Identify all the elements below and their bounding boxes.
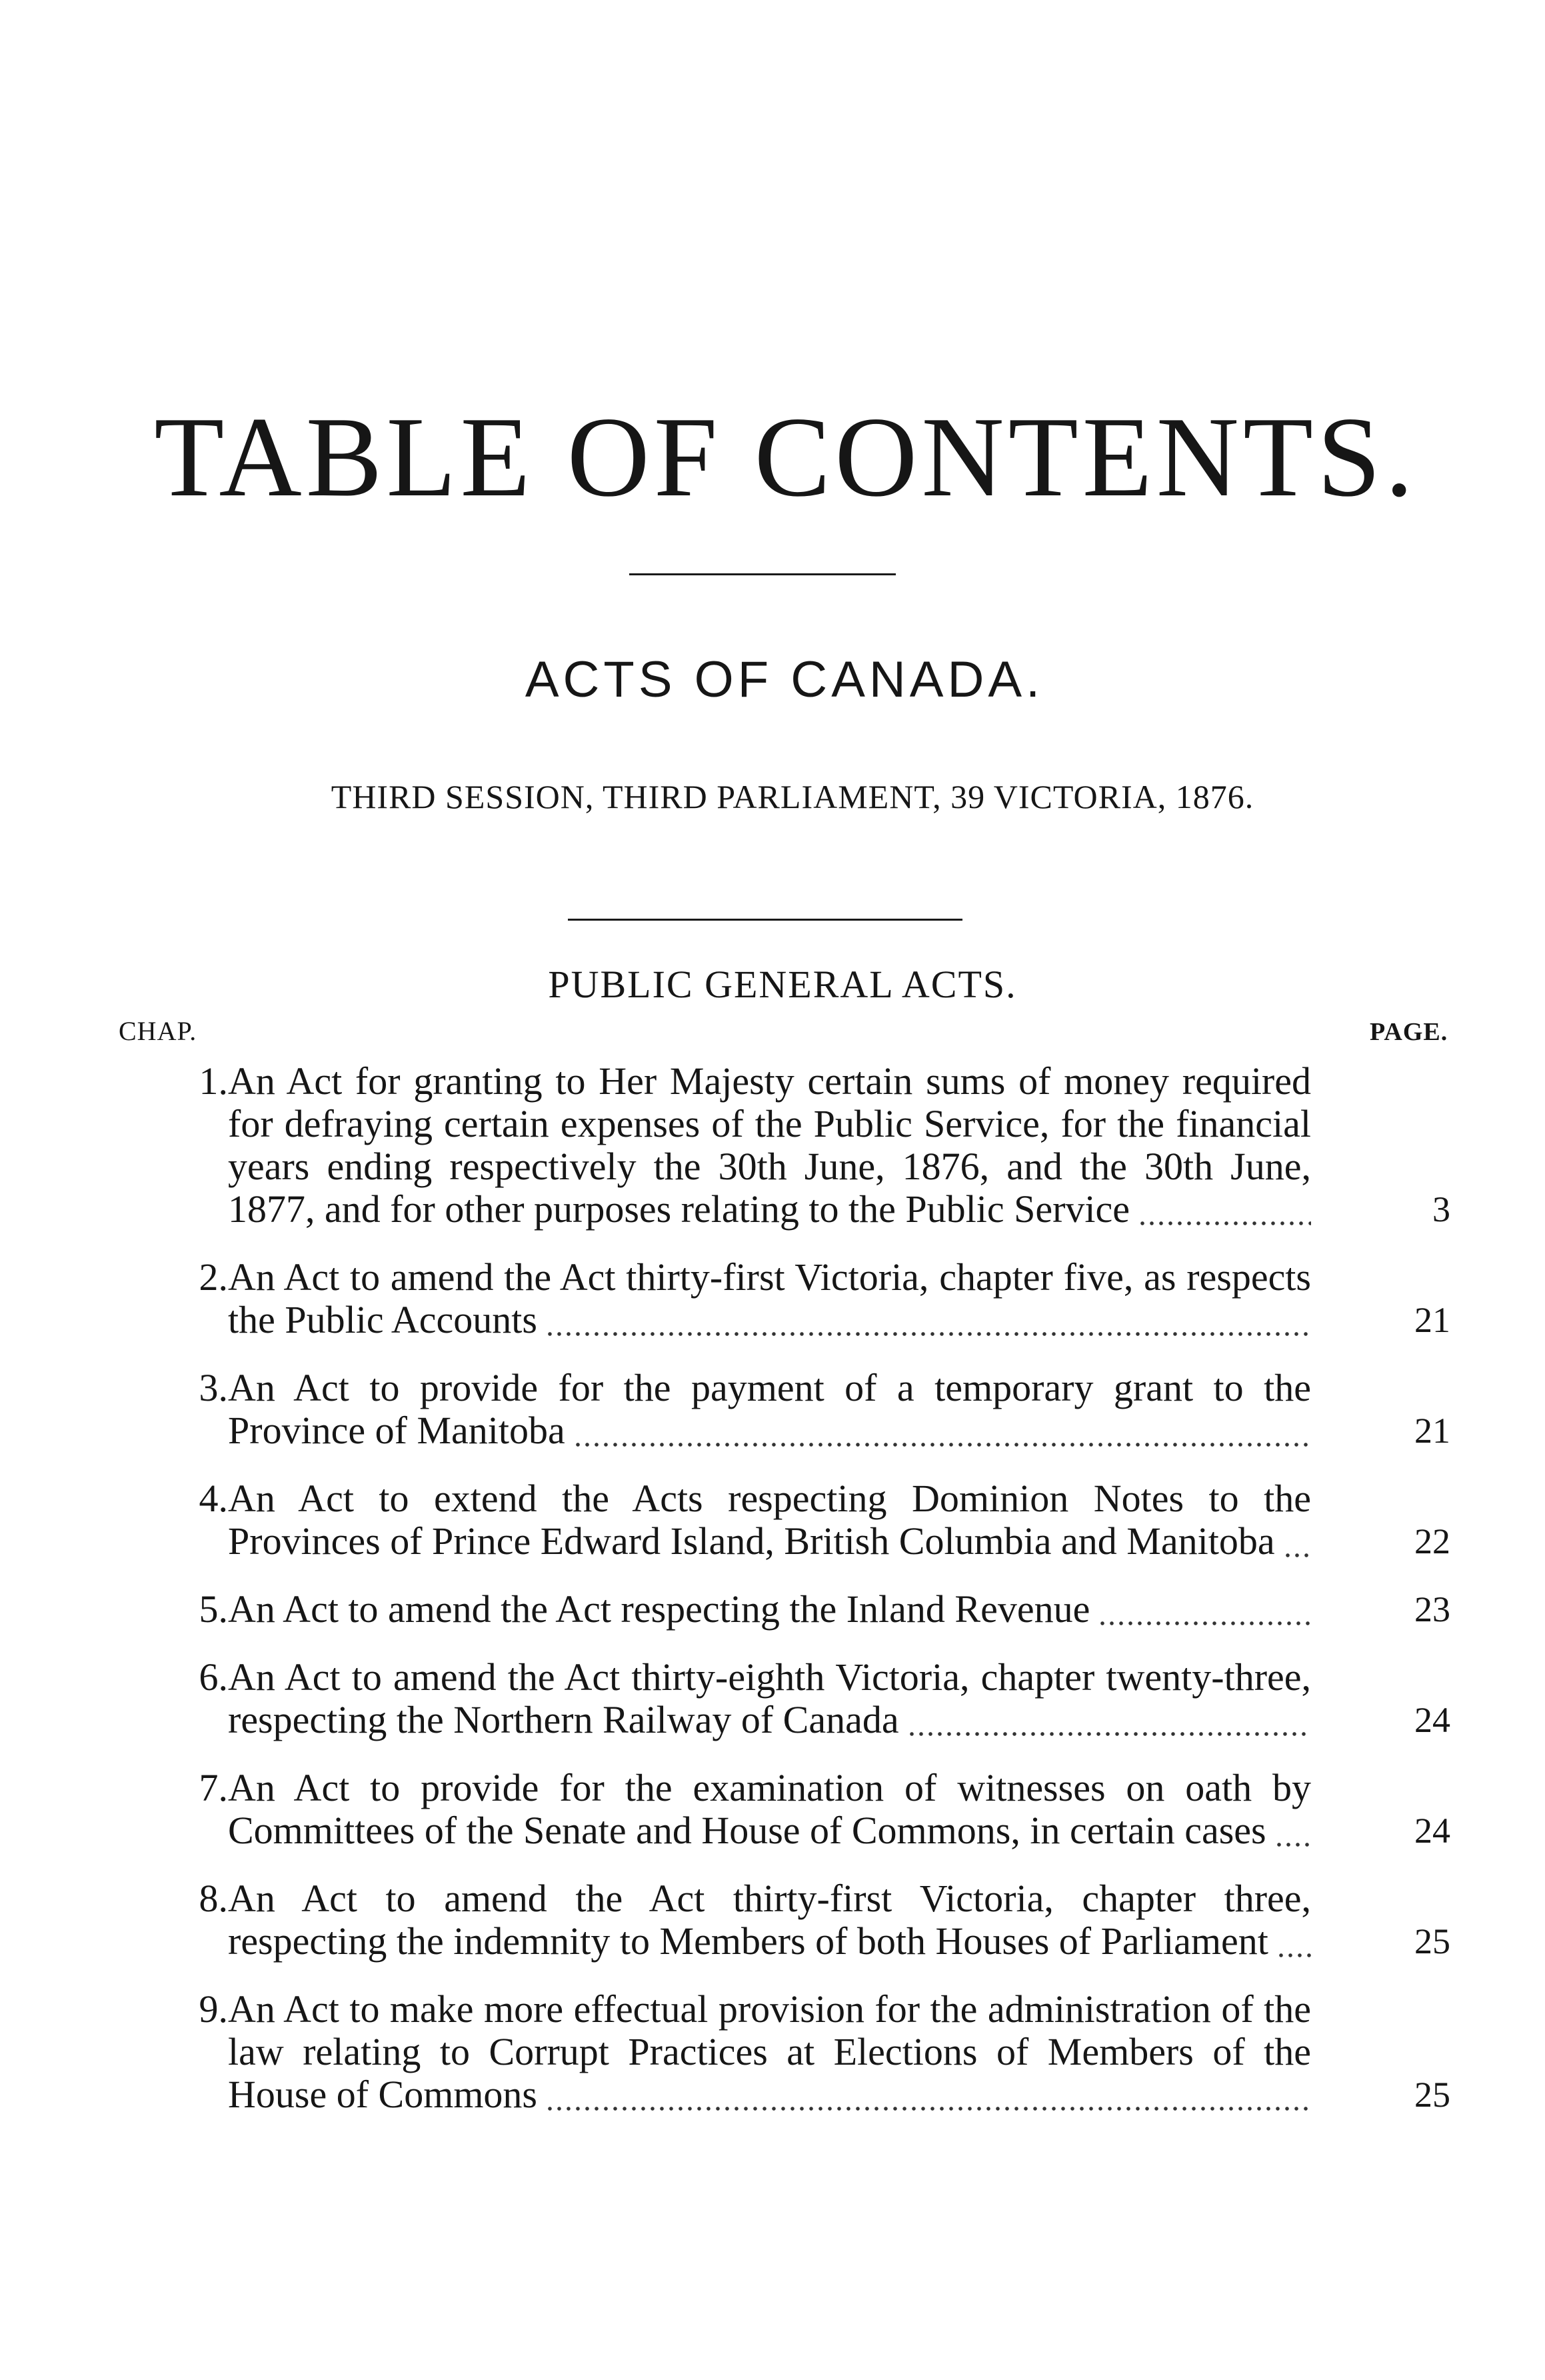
entry-number: 3. xyxy=(199,1366,228,1409)
list-item xyxy=(0,1877,1545,1963)
leader-dots xyxy=(1283,1553,1311,1557)
chapter-column-header: CHAP. xyxy=(119,1016,197,1046)
list-item xyxy=(0,1367,1545,1452)
entry-number: 2. xyxy=(199,1255,228,1299)
session-line: THIRD SESSION, THIRD PARLIAMENT, 39 VICTORIA, 1876. xyxy=(331,778,1254,815)
entry-title: An Act to amend the Act thirty-first Victoria, chapter three, respecting the indemnity to Members of both Houses of Parliament xyxy=(228,1877,1311,1963)
entry-number: 8. xyxy=(199,1877,228,1920)
leader-dots xyxy=(1098,1621,1311,1625)
entry-text-block xyxy=(228,1656,1311,1741)
entry-number: 7. xyxy=(199,1766,228,1809)
entry-page-number: 3 xyxy=(1432,1189,1450,1229)
entry-text-block xyxy=(228,1256,1311,1341)
entry-title: An Act to provide for the payment of a temporary grant to the Province of Manitoba xyxy=(228,1366,1311,1452)
entry-text-block xyxy=(228,1877,1311,1963)
entry-title: An Act to provide for the examination of witnesses on oath by Committees of the Senate and House of Commons, in certain cases xyxy=(228,1766,1311,1852)
entry-page-number: 25 xyxy=(1414,1921,1450,1961)
entry-number: 6. xyxy=(199,1655,228,1699)
entry-text-block xyxy=(228,1060,1311,1231)
page-subtitle: ACTS OF CANADA. xyxy=(525,651,1044,708)
leader-dots xyxy=(545,1332,1311,1336)
list-item xyxy=(0,1477,1545,1563)
leader-dots xyxy=(573,1443,1311,1447)
leader-dots xyxy=(907,1732,1311,1736)
entry-title: An Act to amend the Act respecting the Inland Revenue xyxy=(228,1587,1090,1631)
contents-list xyxy=(0,1060,1545,2141)
list-item xyxy=(0,1588,1545,1631)
entry-number: 5. xyxy=(199,1587,228,1631)
list-item xyxy=(0,1060,1545,1231)
entry-number: 1. xyxy=(199,1059,228,1103)
list-item xyxy=(0,1256,1545,1341)
entry-text-block xyxy=(228,1988,1311,2116)
list-item xyxy=(0,1656,1545,1741)
entry-title: An Act for granting to Her Majesty certain sums of money required for defraying certain expenses of the Public Service, for the financial years ending respectively the 30th June, 1876, and the 30th June, 1877, and for other purposes relating to the Public Service xyxy=(228,1059,1311,1231)
entry-page-number: 21 xyxy=(1414,1300,1450,1340)
entry-text-block xyxy=(228,1367,1311,1452)
list-item xyxy=(0,1767,1545,1852)
entry-page-number: 24 xyxy=(1414,1811,1450,1851)
leader-dots xyxy=(545,2107,1311,2111)
entry-number: 4. xyxy=(199,1477,228,1520)
entry-title: An Act to amend the Act thirty-first Victoria, chapter five, as respects the Public Accounts xyxy=(228,1255,1311,1341)
entry-number: 9. xyxy=(199,1987,228,2031)
entry-title: An Act to extend the Acts respecting Dominion Notes to the Provinces of Prince Edward Island, British Columbia and Manitoba xyxy=(228,1477,1311,1563)
divider-rule xyxy=(629,573,896,575)
entry-text-block xyxy=(228,1767,1311,1852)
leader-dots xyxy=(1138,1221,1311,1225)
section-heading: PUBLIC GENERAL ACTS. xyxy=(548,963,1017,1006)
entry-page-number: 21 xyxy=(1414,1411,1450,1451)
leader-dots xyxy=(1276,1953,1311,1957)
entry-text-block xyxy=(228,1477,1311,1563)
list-item xyxy=(0,1988,1545,2116)
entry-page-number: 23 xyxy=(1414,1589,1450,1629)
divider-rule xyxy=(568,919,962,921)
page-column-header: PAGE. xyxy=(1370,1018,1448,1046)
entry-page-number: 24 xyxy=(1414,1700,1450,1740)
leader-dots xyxy=(1274,1843,1311,1847)
entry-title: An Act to amend the Act thirty-eighth Victoria, chapter twenty-three, respecting the Northern Railway of Canada xyxy=(228,1655,1311,1741)
entry-page-number: 25 xyxy=(1414,2075,1450,2115)
entry-page-number: 22 xyxy=(1414,1521,1450,1561)
page-title: TABLE OF CONTENTS. xyxy=(154,394,1418,521)
entry-title: An Act to make more effectual provision for the administration of the law relating to Corrupt Practices at Elections of Members of the House of Commons xyxy=(228,1987,1311,2116)
